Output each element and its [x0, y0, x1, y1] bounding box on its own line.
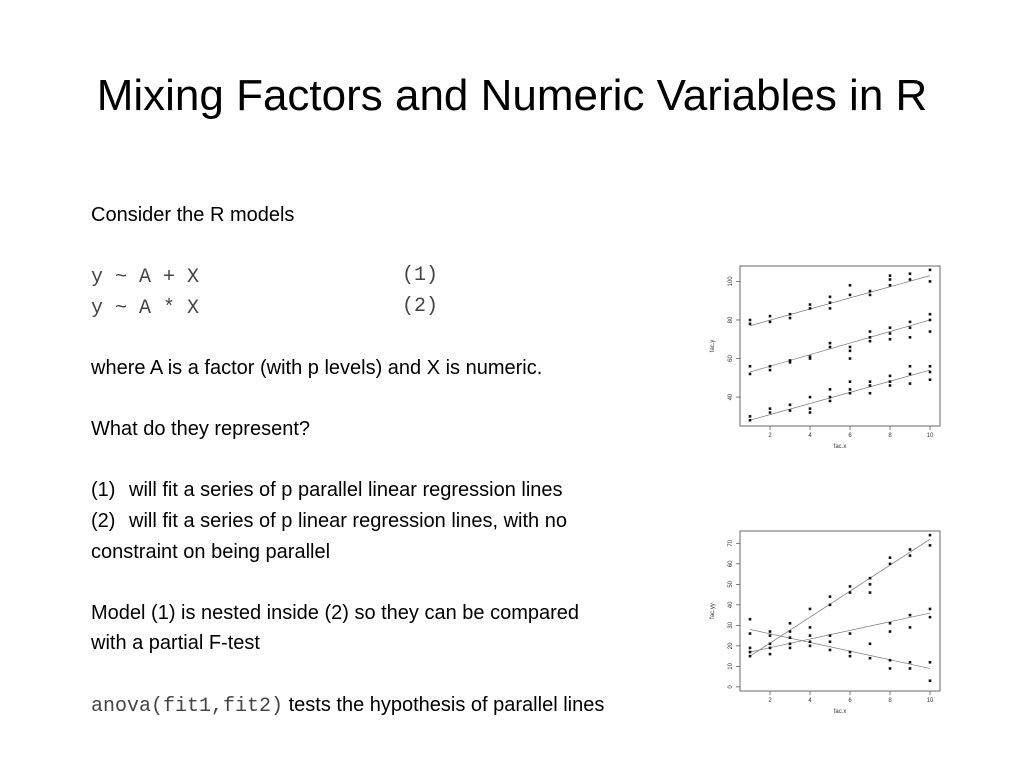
y-tick-label: 40 [728, 601, 734, 609]
data-point [929, 378, 932, 381]
data-point [889, 278, 892, 281]
model2-number: (2) [402, 294, 439, 318]
data-point [849, 350, 852, 353]
data-point [929, 269, 932, 272]
data-point [769, 369, 772, 372]
data-point [869, 294, 872, 297]
data-point [869, 340, 872, 343]
x-tick-label: 6 [848, 698, 852, 704]
data-point [869, 336, 872, 339]
data-point [809, 645, 812, 648]
data-point [889, 667, 892, 670]
data-point [809, 307, 812, 310]
data-point [889, 563, 892, 566]
data-point [789, 313, 792, 316]
x-tick-label: 4 [808, 698, 812, 704]
y-tick-label: 20 [728, 642, 734, 650]
data-point [929, 319, 932, 322]
data-point [829, 640, 832, 643]
data-point [829, 307, 832, 310]
data-point [889, 375, 892, 378]
data-point [869, 577, 872, 580]
data-point [789, 636, 792, 639]
data-point [849, 294, 852, 297]
data-point [749, 319, 752, 322]
data-point [929, 544, 932, 547]
data-point [909, 382, 912, 385]
data-point [849, 346, 852, 349]
nested-text-1: Model (1) is nested inside (2) so they can be compared [91, 601, 580, 624]
data-point [829, 604, 832, 607]
data-point [929, 330, 932, 333]
data-point [769, 315, 772, 318]
data-point [809, 634, 812, 637]
data-point [749, 415, 752, 418]
data-point [909, 272, 912, 275]
data-point [909, 554, 912, 557]
data-point [849, 392, 852, 395]
data-point [789, 643, 792, 646]
data-point [889, 659, 892, 662]
data-point [849, 357, 852, 360]
data-point [789, 409, 792, 412]
x-tick-label: 4 [808, 433, 812, 439]
data-point [809, 626, 812, 629]
data-point [929, 679, 932, 682]
data-point [829, 649, 832, 652]
data-point [849, 632, 852, 635]
data-point [869, 591, 872, 594]
x-tick-label: 2 [768, 433, 772, 439]
data-point [909, 326, 912, 329]
data-point [749, 373, 752, 376]
data-point [829, 634, 832, 637]
data-point [849, 651, 852, 654]
x-tick-label: 8 [888, 433, 892, 439]
data-point [929, 365, 932, 368]
regression-line [750, 539, 930, 656]
anova-line [91, 690, 731, 721]
data-point [849, 655, 852, 658]
list-item [91, 506, 731, 537]
data-point [829, 296, 832, 299]
data-point [789, 403, 792, 406]
y-tick-label: 0 [728, 685, 734, 689]
data-point [769, 647, 772, 650]
intro-text: Consider the R models [91, 204, 295, 226]
anova-text: tests the hypothesis of parallel lines [288, 693, 605, 716]
x-tick-label: 10 [926, 698, 934, 704]
model1-number: (1) [402, 264, 439, 288]
data-point [889, 338, 892, 341]
model2-formula: y ~ A * X [91, 296, 200, 320]
data-point [889, 274, 892, 277]
data-point [869, 330, 872, 333]
model1-line [91, 261, 731, 292]
item2-continuation: constraint on being parallel [91, 540, 331, 563]
data-point [809, 411, 812, 414]
data-point [809, 608, 812, 611]
data-point [809, 396, 812, 399]
item1-text: will fit a series of p parallel linear regression lines [129, 479, 563, 502]
data-point [769, 411, 772, 414]
y-axis-label: fac.yy [710, 603, 716, 619]
data-point [929, 608, 932, 611]
slide-title: Mixing Factors and Numeric Variables in R [96, 71, 928, 120]
data-point [849, 591, 852, 594]
y-tick-label: 100 [728, 276, 734, 287]
data-point [829, 400, 832, 403]
data-point [929, 616, 932, 619]
data-point [769, 321, 772, 324]
data-point [869, 657, 872, 660]
data-point [789, 647, 792, 650]
scatter-plot-bottom [706, 521, 946, 731]
data-point [829, 342, 832, 345]
data-point [809, 303, 812, 306]
data-point [769, 407, 772, 410]
data-point [849, 388, 852, 391]
data-point [929, 280, 932, 283]
y-tick-label: 80 [728, 316, 734, 324]
data-point [769, 643, 772, 646]
data-point [929, 534, 932, 537]
data-point [829, 301, 832, 304]
data-point [909, 373, 912, 376]
data-point [769, 634, 772, 637]
data-point [929, 313, 932, 316]
data-point [789, 317, 792, 320]
data-point [889, 326, 892, 329]
data-point [749, 618, 752, 621]
item2-text: will fit a series of p linear regression lines, with no [129, 509, 567, 532]
regression-line [750, 370, 930, 420]
question-text: What do they represent? [91, 418, 311, 441]
data-point [849, 284, 852, 287]
data-point [929, 661, 932, 664]
data-point [889, 332, 892, 335]
data-point [849, 380, 852, 383]
data-point [829, 346, 832, 349]
data-point [809, 407, 812, 410]
data-point [909, 278, 912, 281]
data-point [749, 365, 752, 368]
data-point [889, 556, 892, 559]
data-point [749, 647, 752, 650]
regression-line [750, 629, 930, 668]
data-point [909, 661, 912, 664]
data-point [909, 667, 912, 670]
scatter-plot-top [706, 256, 946, 466]
model2-line [91, 292, 731, 323]
data-point [829, 595, 832, 598]
y-tick-label: 70 [728, 539, 734, 547]
where-text: where A is a factor (with p levels) and X is numeric. [91, 356, 543, 379]
y-tick-label: 50 [728, 580, 734, 588]
data-point [929, 371, 932, 374]
x-tick-label: 6 [848, 433, 852, 439]
y-tick-label: 60 [728, 560, 734, 568]
data-point [769, 630, 772, 633]
data-point [809, 357, 812, 360]
data-point [889, 380, 892, 383]
regression-line [750, 276, 930, 326]
data-point [749, 632, 752, 635]
data-point [869, 583, 872, 586]
data-point [869, 392, 872, 395]
x-tick-label: 2 [768, 698, 772, 704]
data-point [769, 653, 772, 656]
y-tick-label: 30 [728, 622, 734, 629]
data-point [909, 626, 912, 629]
data-point [909, 614, 912, 617]
data-point [829, 396, 832, 399]
data-point [869, 380, 872, 383]
data-point [829, 388, 832, 391]
item2-number: (2) [91, 509, 116, 532]
data-point [889, 630, 892, 633]
x-axis-label: fac.x [833, 444, 847, 450]
data-point [809, 640, 812, 643]
item1-number: (1) [91, 479, 116, 502]
data-point [749, 651, 752, 654]
data-point [749, 419, 752, 422]
data-point [909, 365, 912, 368]
nested-text-2: with a partial F-test [91, 632, 260, 655]
y-tick-label: 10 [728, 663, 734, 670]
data-point [789, 630, 792, 633]
data-point [769, 365, 772, 368]
data-point [909, 336, 912, 339]
y-tick-label: 60 [728, 355, 734, 362]
data-point [889, 284, 892, 287]
list-item [91, 475, 731, 506]
data-point [869, 290, 872, 293]
data-point [789, 361, 792, 364]
data-point [909, 548, 912, 551]
data-point [749, 323, 752, 326]
data-point [889, 384, 892, 387]
data-point [749, 655, 752, 658]
data-point [909, 321, 912, 324]
data-point [889, 622, 892, 625]
slide-body [91, 200, 731, 720]
x-tick-label: 10 [926, 433, 934, 439]
data-point [869, 643, 872, 646]
regression-line [750, 320, 930, 372]
y-axis-label: fac.y [710, 339, 716, 353]
data-point [869, 384, 872, 387]
data-point [789, 622, 792, 625]
x-tick-label: 8 [888, 698, 892, 704]
regression-line [750, 613, 930, 652]
data-point [849, 585, 852, 588]
y-tick-label: 40 [728, 393, 734, 401]
x-axis-label: fac.x [833, 709, 847, 715]
model1-formula: y ~ A + X [91, 266, 200, 290]
anova-code: anova(fit1,fit2) [91, 694, 284, 718]
